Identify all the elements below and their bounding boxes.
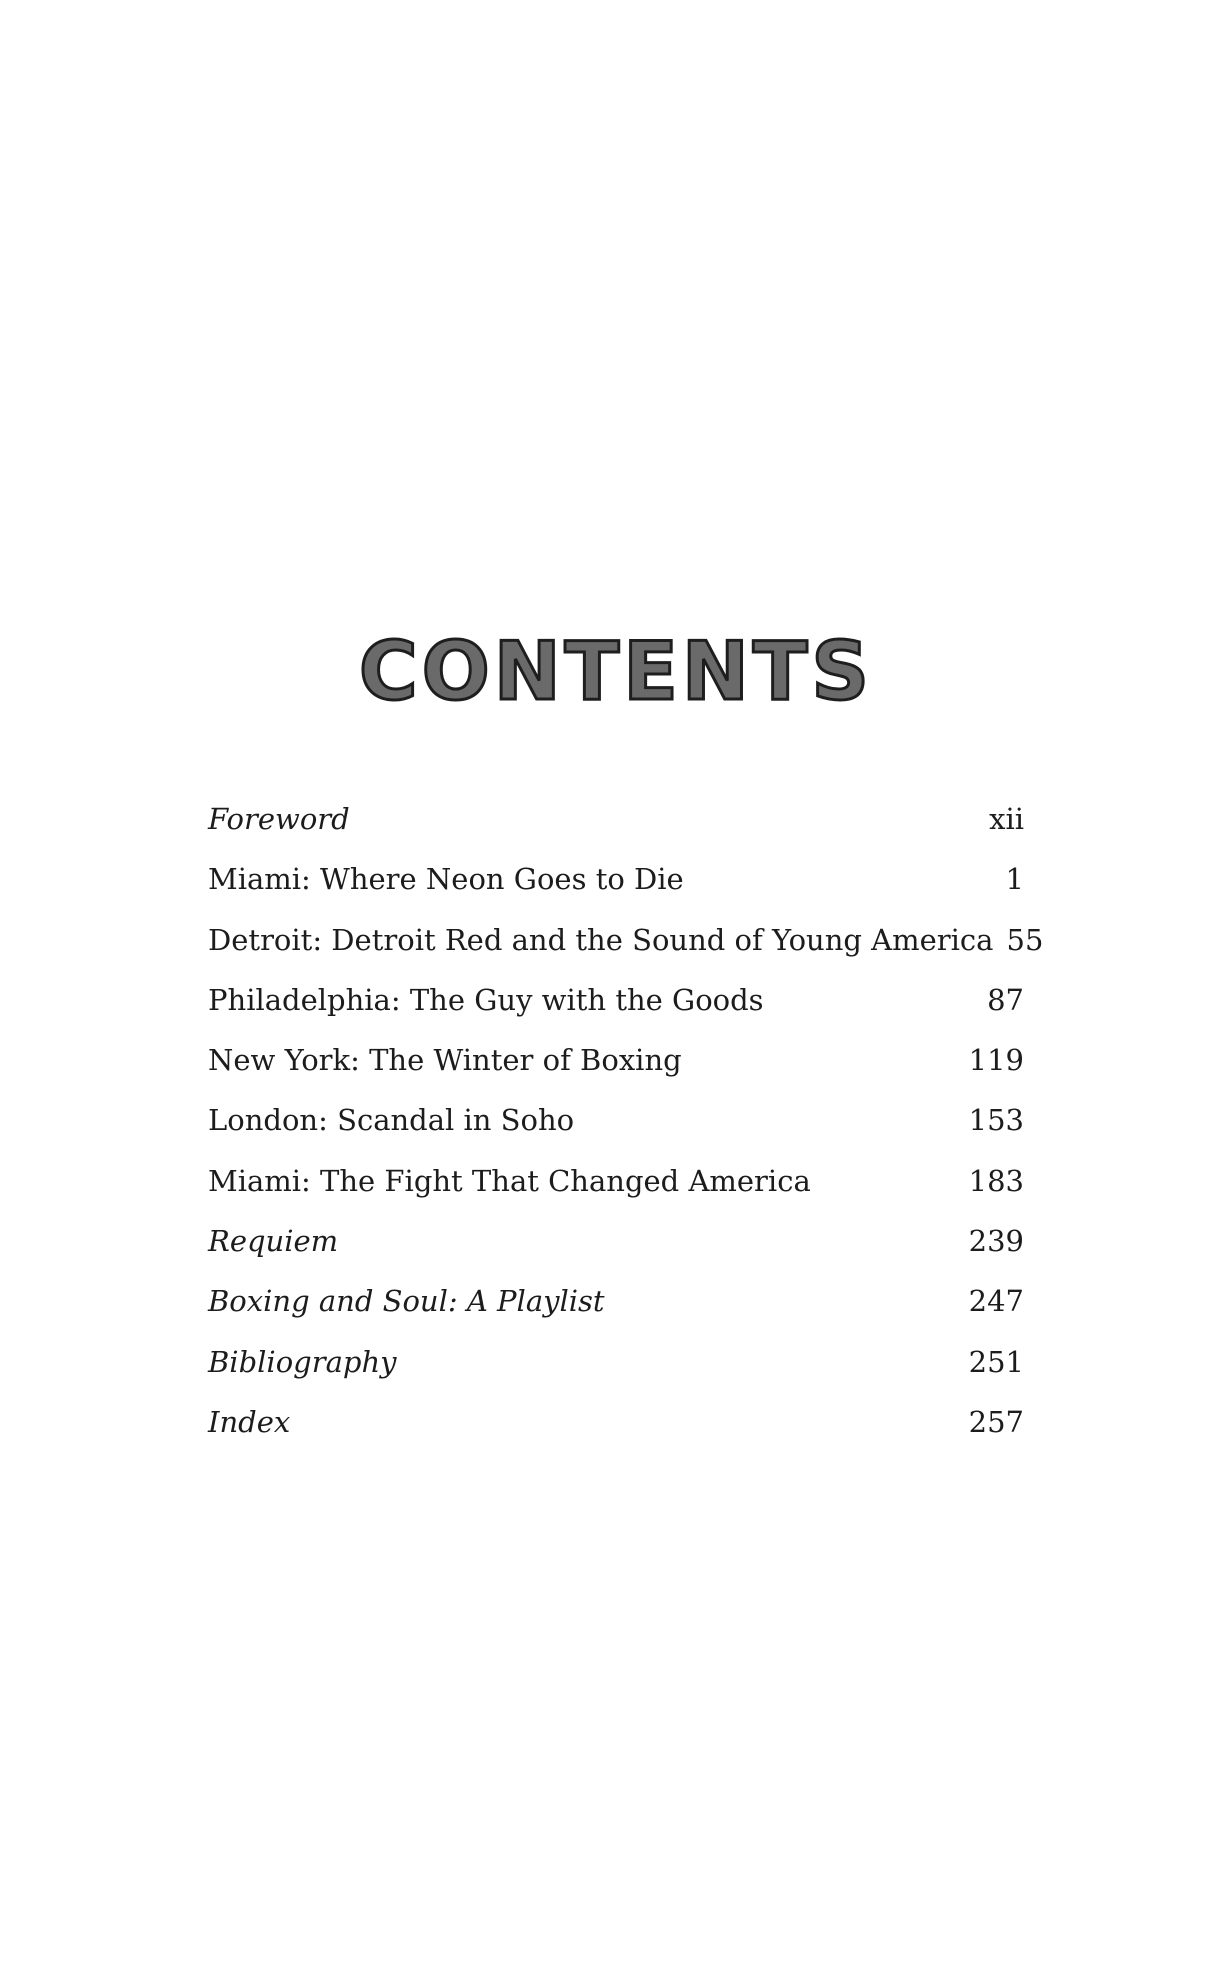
toc-entry-title: Miami: Where Neon Goes to Die [208,862,684,897]
toc-entry-page-number: 153 [968,1103,1024,1138]
table-of-contents [208,802,1044,1465]
toc-entry-title: London: Scandal in Soho [208,1103,575,1138]
toc-entry-title: Miami: The Fight That Changed America [208,1163,811,1198]
toc-entry-title: Bibliography [208,1344,397,1379]
toc-entry-title: Foreword [208,802,350,836]
toc-entry-page-number: 87 [987,982,1024,1017]
toc-entry [208,1103,1024,1163]
toc-entry [208,983,1024,1043]
toc-entry-page-number: 1 [1005,862,1024,897]
toc-entry-page-number: 257 [968,1404,1024,1439]
toc-entry [208,922,1044,983]
toc-entry-title: Detroit: Detroit Red and the Sound of Young America [208,922,994,957]
toc-entry [208,1405,1024,1465]
toc-entry-page-number: 119 [968,1043,1024,1078]
toc-entry-title: New York: The Winter of Boxing [208,1043,682,1078]
toc-entry [208,1345,1024,1405]
toc-entry-page-number: xii [989,802,1024,836]
toc-entry-page-number: 247 [968,1284,1024,1319]
toc-entry-page-number: 183 [968,1163,1024,1198]
toc-entry [208,802,1024,862]
toc-entry-title: Boxing and Soul: A Playlist [208,1284,605,1319]
toc-entry-title: Philadelphia: The Guy with the Goods [208,982,764,1017]
toc-entry [208,1164,1024,1224]
toc-entry-title: Requiem [208,1224,339,1259]
toc-entry [208,1043,1024,1103]
contents-heading: CONTENTS [358,625,874,718]
toc-entry [208,1224,1024,1284]
toc-entry-page-number: 251 [968,1344,1024,1379]
toc-entry-page-number: 55 [1006,922,1044,957]
toc-entry [208,1284,1024,1344]
toc-entry-title: Index [208,1404,291,1439]
toc-entry [208,862,1024,922]
toc-entry-page-number: 239 [968,1224,1024,1259]
